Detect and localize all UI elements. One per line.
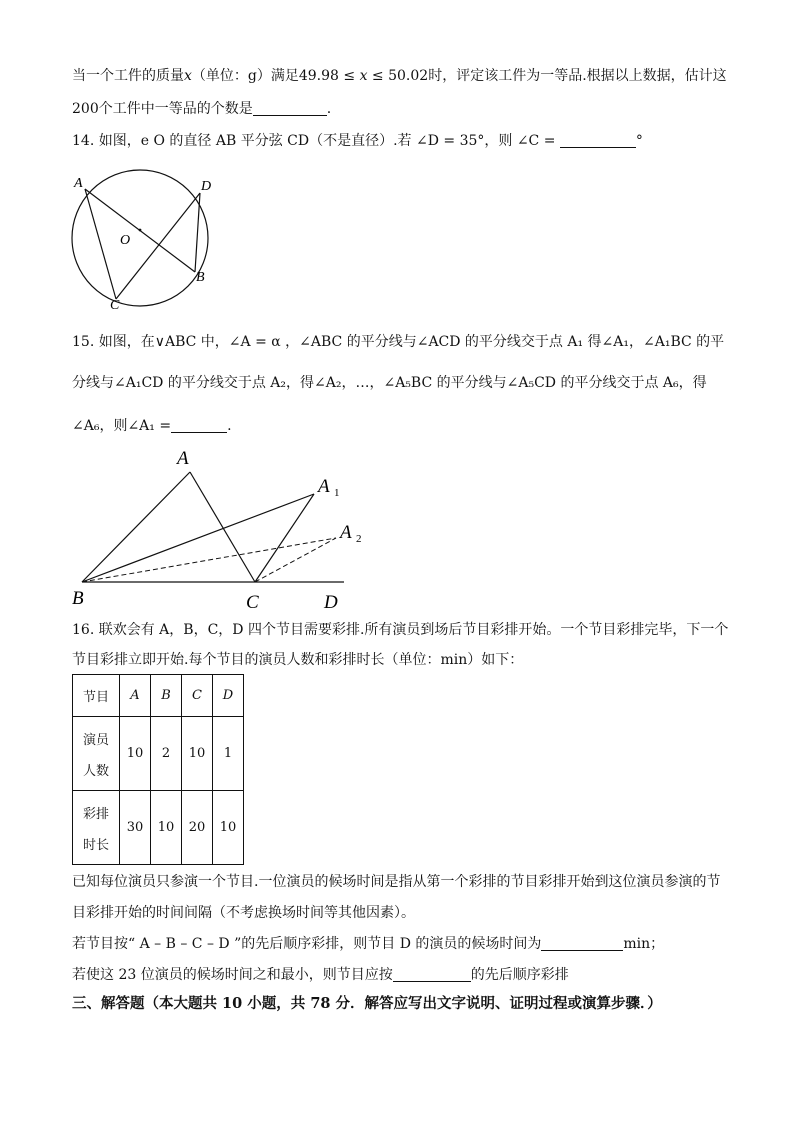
label-c: C xyxy=(110,298,120,313)
table-row-label: 演员 人数 xyxy=(73,717,120,791)
triangle-figure xyxy=(60,446,380,614)
chord-ac xyxy=(85,189,116,299)
table-cell: A xyxy=(120,675,151,717)
chord-db xyxy=(195,193,200,272)
q15-line-2: 分线与∠A₁CD 的平分线交于点 A₂，得∠A₂，…，∠A₅BC 的平分线与∠A₅CD 的平分线交于点 A₆，得 xyxy=(72,375,707,391)
side-ab xyxy=(82,472,190,582)
table-row xyxy=(73,717,244,791)
table-cell: C xyxy=(182,675,213,717)
q14-text: 14. 如图，e O 的直径 AB 平分弦 CD（不是直径）.若 ∠D = 35°，则 ∠C = ° xyxy=(72,133,643,149)
q13-line-1: 当一个工件的质量x（单位：g）满足49.98 ≤ x ≤ 50.02时，评定该工件为一等品.根据以上数据，估计这 xyxy=(72,68,727,84)
side-ac xyxy=(190,472,255,582)
table-cell: 10 xyxy=(213,791,244,865)
label-a2-sub: 2 xyxy=(356,533,362,545)
line-ba2-dashed xyxy=(82,538,336,582)
table-cell: 10 xyxy=(120,717,151,791)
circle-o xyxy=(72,170,208,306)
label-b: B xyxy=(196,270,205,285)
q16-line-2: 节目彩排立即开始.每个节目的演员人数和彩排时长（单位：min）如下： xyxy=(72,652,524,668)
label-d: D xyxy=(324,592,338,613)
label-a: A xyxy=(177,448,189,469)
q16-line-4: 目彩排开始的时间间隔（不考虑换场时间等其他因素）。 xyxy=(72,905,415,921)
table-row-label: 彩排 时长 xyxy=(73,791,120,865)
table-cell: D xyxy=(213,675,244,717)
table-cell: 10 xyxy=(151,791,182,865)
q15-line-1: 15. 如图，在∨ABC 中，∠A = α ，∠ABC 的平分线与∠ACD 的平分线交于点 A₁ 得∠A₁，∠A₁BC 的平 xyxy=(72,334,725,350)
label-a: A xyxy=(74,176,83,191)
label-a2: A xyxy=(340,522,352,543)
answer-blank-16a[interactable] xyxy=(541,936,623,951)
circle-figure xyxy=(60,168,230,313)
rehearsal-table xyxy=(72,674,244,865)
table-header-row xyxy=(73,675,244,717)
answer-blank-15[interactable] xyxy=(171,418,227,433)
answer-blank-14[interactable] xyxy=(560,133,636,148)
q16-line-5: 若节目按“ A – B – C – D ”的先后顺序彩排，则节目 D 的演员的候场时间为 min； xyxy=(72,936,665,952)
label-d: D xyxy=(201,179,212,194)
section-3-heading: 三、解答题（本大题共 10 小题，共 78 分．解答应写出文字说明、证明过程或演算步骤．） xyxy=(72,995,662,1012)
answer-blank-16b[interactable] xyxy=(393,967,471,982)
table-cell: 30 xyxy=(120,791,151,865)
line-ca1 xyxy=(255,494,314,582)
q16-line-6: 若使这 23 位演员的候场时间之和最小，则节目应按 的先后顺序彩排 xyxy=(72,967,569,983)
q15-line-3: ∠A₆，则∠A₁ = . xyxy=(72,418,232,434)
q16-line-1: 16. 联欢会有 A，B，C，D 四个节目需要彩排.所有演员到场后节目彩排开始。一个节目彩排完毕，下一个 xyxy=(72,622,729,638)
answer-blank-13[interactable] xyxy=(253,101,327,116)
table-cell: 节目 xyxy=(73,675,120,717)
table-cell: 1 xyxy=(213,717,244,791)
label-o: O xyxy=(120,233,131,248)
table-cell: B xyxy=(151,675,182,717)
table-cell: 10 xyxy=(182,717,213,791)
q13-line-2: 200个工件中一等品的个数是 . xyxy=(72,101,332,117)
label-c: C xyxy=(246,592,259,613)
q16-line-3: 已知每位演员只参演一个节目.一位演员的候场时间是指从第一个彩排的节目彩排开始到这位演员参演的节 xyxy=(72,874,721,890)
center-point xyxy=(139,229,142,232)
table-cell: 2 xyxy=(151,717,182,791)
label-a1: A xyxy=(318,476,330,497)
table-row xyxy=(73,791,244,865)
table-cell: 20 xyxy=(182,791,213,865)
label-a1-sub: 1 xyxy=(334,487,340,499)
label-b: B xyxy=(72,588,84,609)
